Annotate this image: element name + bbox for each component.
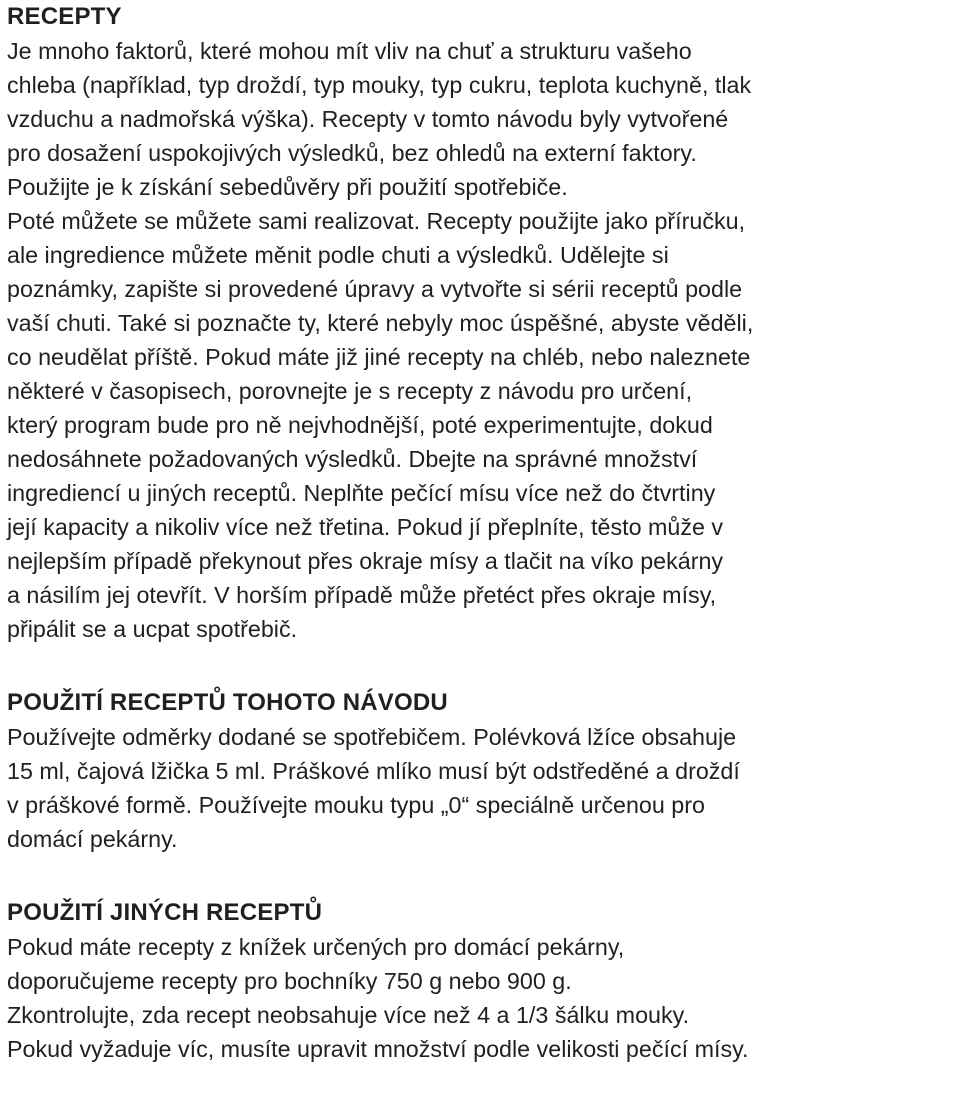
paragraph-line: vaší chuti. Také si poznačte ty, které nebyly moc úspěšné, abyste věděli,: [7, 310, 754, 336]
paragraph-line: Poté můžete se můžete sami realizovat. Recepty použijte jako příručku,: [7, 208, 746, 234]
section-heading: POUŽITÍ JINÝCH RECEPTŮ: [7, 899, 323, 926]
section-heading: RECEPTY: [7, 3, 122, 30]
paragraph-line: pro dosažení uspokojivých výsledků, bez ohledů na externí faktory.: [7, 140, 697, 166]
paragraph-line: 15 ml, čajová lžička 5 ml. Práškové mlíko musí být odstředěné a droždí: [7, 758, 740, 784]
section-heading: POUŽITÍ RECEPTŮ TOHOTO NÁVODU: [7, 689, 448, 716]
section-pouziti-jinych-receptu: [7, 896, 957, 1066]
paragraph-line: připálit se a ucpat spotřebič.: [7, 616, 298, 642]
section-recepty: [7, 0, 957, 646]
paragraph-line: Pokud vyžaduje víc, musíte upravit množství podle velikosti pečící mísy.: [7, 1036, 749, 1062]
paragraph-line: co neudělat příště. Pokud máte již jiné recepty na chléb, nebo naleznete: [7, 344, 751, 370]
paragraph-line: Zkontrolujte, zda recept neobsahuje více než 4 a 1/3 šálku mouky.: [7, 1002, 690, 1028]
paragraph-line: který program bude pro ně nejvhodnější, poté experimentujte, dokud: [7, 412, 713, 438]
paragraph-line: poznámky, zapište si provedené úpravy a vytvořte si sérii receptů podle: [7, 276, 743, 302]
paragraph-line: Je mnoho faktorů, které mohou mít vliv na chuť a strukturu vašeho: [7, 38, 692, 64]
paragraph-line: její kapacity a nikoliv více než třetina. Pokud jí přeplníte, těsto může v: [7, 514, 724, 540]
paragraph-line: ale ingredience můžete měnit podle chuti a výsledků. Udělejte si: [7, 242, 669, 268]
paragraph-line: chleba (například, typ droždí, typ mouky, typ cukru, teplota kuchyně, tlak: [7, 72, 752, 98]
paragraph-line: Pokud máte recepty z knížek určených pro domácí pekárny,: [7, 934, 625, 960]
paragraph-line: doporučujeme recepty pro bochníky 750 g nebo 900 g.: [7, 968, 572, 994]
paragraph-line: nejlepším případě překynout přes okraje mísy a tlačit na víko pekárny: [7, 548, 724, 574]
paragraph-line: v práškové formě. Používejte mouku typu „0“ speciálně určenou pro: [7, 792, 705, 818]
paragraph-line: Použijte je k získání sebedůvěry při použití spotřebiče.: [7, 174, 568, 200]
paragraph-line: a násilím jej otevřít. V horším případě může přetéct přes okraje mísy,: [7, 582, 717, 608]
paragraph-line: nedosáhnete požadovaných výsledků. Dbejte na správné množství: [7, 446, 698, 472]
section-pouziti-receptu-tohoto-navodu: [7, 686, 957, 856]
document-page: [7, 0, 957, 1066]
paragraph-line: ingrediencí u jiných receptů. Neplňte pečící mísu více než do čtvrtiny: [7, 480, 716, 506]
paragraph-line: vzduchu a nadmořská výška). Recepty v tomto návodu byly vytvořené: [7, 106, 729, 132]
paragraph-line: domácí pekárny.: [7, 826, 178, 852]
paragraph-line: Používejte odměrky dodané se spotřebičem. Polévková lžíce obsahuje: [7, 724, 737, 750]
paragraph-line: některé v časopisech, porovnejte je s recepty z návodu pro určení,: [7, 378, 693, 404]
